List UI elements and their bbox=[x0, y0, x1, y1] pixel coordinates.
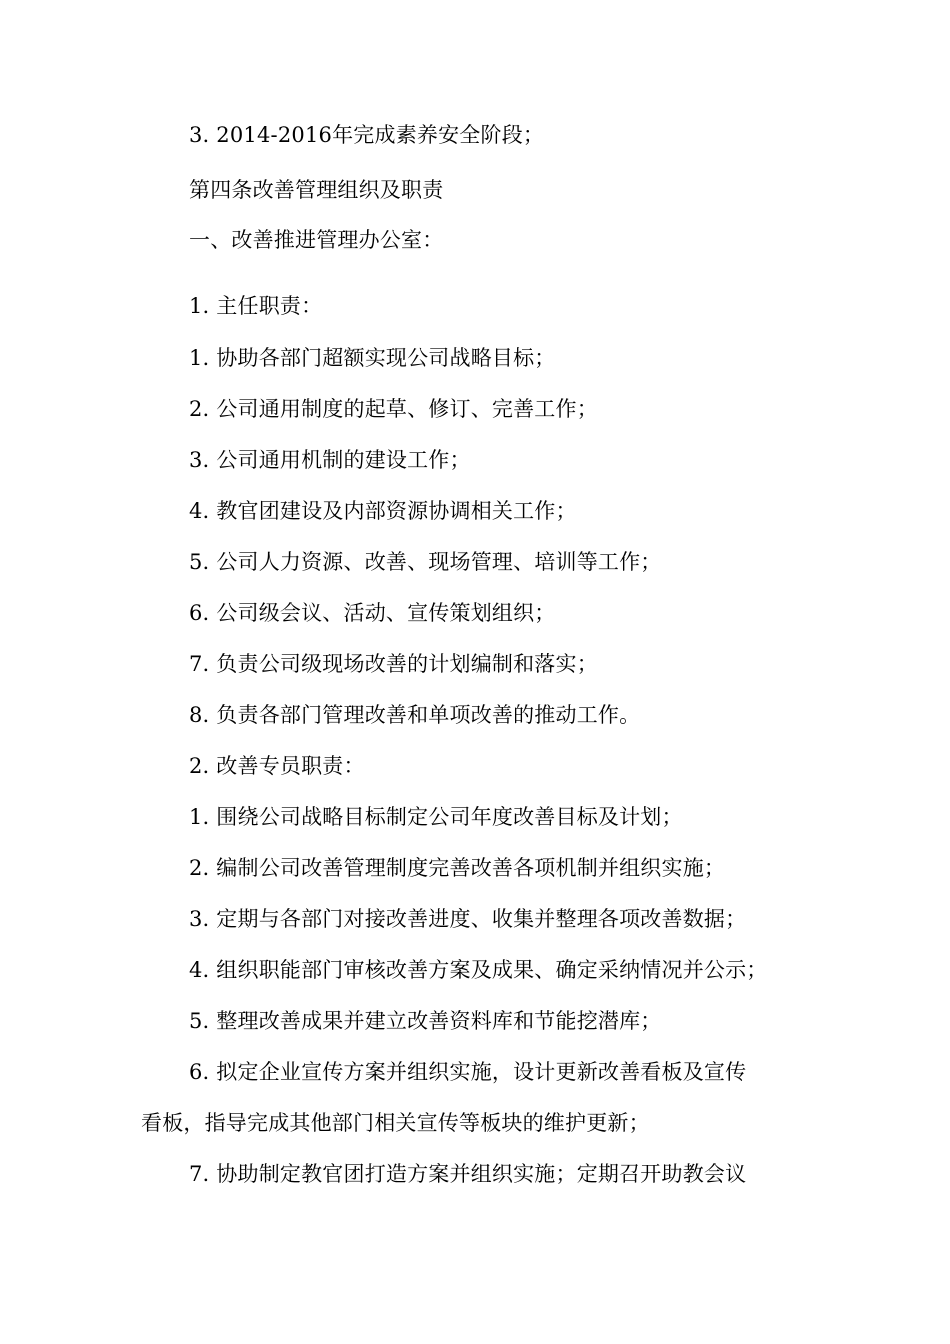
section-heading-article-4: 第四条改善管理组织及职责 bbox=[189, 178, 444, 202]
list-item: 8. 负责各部门管理改善和单项改善的推动工作。 bbox=[189, 703, 641, 727]
list-item: 1. 协助各部门超额实现公司战略目标； bbox=[189, 346, 556, 370]
list-item: 3. 公司通用机制的建设工作； bbox=[189, 448, 471, 472]
list-item: 7. 协助制定教官团打造方案并组织实施；定期召开助教会议 bbox=[189, 1162, 747, 1186]
list-item: 2. 编制公司改善管理制度完善改善各项机制并组织实施； bbox=[189, 856, 726, 880]
list-item: 2. 公司通用制度的起草、修订、完善工作； bbox=[189, 397, 598, 421]
list-item: 4. 组织职能部门审核改善方案及成果、确定采纳情况并公示； bbox=[189, 958, 768, 982]
item-heading-director-duties: 1. 主任职责： bbox=[189, 294, 323, 318]
list-item-continuation: 看板，指导完成其他部门相关宣传等板块的维护更新； bbox=[141, 1111, 650, 1135]
list-item: 5. 公司人力资源、改善、现场管理、培训等工作； bbox=[189, 550, 662, 574]
list-item: 3. 定期与各部门对接改善进度、收集并整理各项改善数据； bbox=[189, 907, 747, 931]
list-item: 6. 公司级会议、活动、宣传策划组织； bbox=[189, 601, 556, 625]
text-line-phase-3: 3. 2014-2016年完成素养安全阶段； bbox=[189, 123, 545, 147]
list-item: 5. 整理改善成果并建立改善资料库和节能挖潜库； bbox=[189, 1009, 662, 1033]
list-item: 7. 负责公司级现场改善的计划编制和落实； bbox=[189, 652, 598, 676]
list-item: 1. 围绕公司战略目标制定公司年度改善目标及计划； bbox=[189, 805, 683, 829]
subsection-heading-office: 一、改善推进管理办公室： bbox=[189, 228, 444, 252]
item-heading-specialist-duties: 2. 改善专员职责： bbox=[189, 754, 365, 778]
list-item: 6. 拟定企业宣传方案并组织实施，设计更新改善看板及宣传 bbox=[189, 1060, 747, 1084]
list-item: 4. 教官团建设及内部资源协调相关工作； bbox=[189, 499, 577, 523]
